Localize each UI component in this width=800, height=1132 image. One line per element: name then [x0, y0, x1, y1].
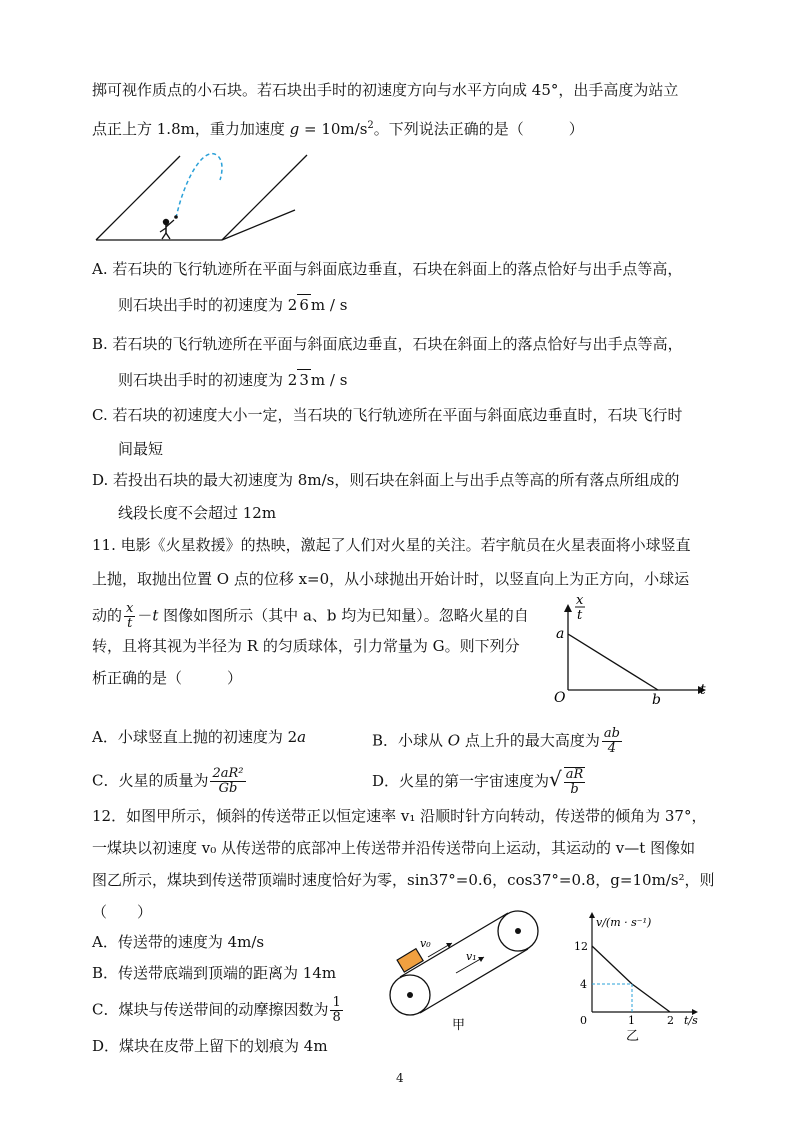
q11-graph-ylabel-den: t	[577, 608, 583, 623]
q11-line3: 动的 $\frac{x}{t}$ －t 图像如图所示（其中 a、b 均为已知量）。忽略火星的自	[92, 601, 529, 631]
q10-slope-figure	[92, 150, 312, 250]
q11-optA: A．小球竖直上抛的初速度为 2a	[92, 728, 307, 746]
q11-optB: B．小球从 O 点上升的最大高度为 $\frac{ab}{4}$	[372, 726, 620, 756]
q12-caption-yi: 乙	[626, 1029, 640, 1044]
q12-vt-xlabel: t/s	[684, 1014, 698, 1027]
q12-conveyor-figure	[388, 905, 558, 1035]
q10-optB-line1: B. 若石块的飞行轨迹所在平面与斜面底边垂直，石块在斜面上的落点恰好与出手点等高，	[92, 335, 683, 353]
q12-line2: 一煤块以初速度 v₀ 从传送带的底部冲上传送带并沿传送带向上运动，其运动的 v—t 图像如	[92, 839, 696, 857]
q12-line4: （ ）	[92, 903, 153, 921]
q10-line2: 点正上方 1.8m，重力加速度 $g = 10m/s^2$。下列说法正确的是（ ）	[92, 120, 584, 138]
q12-vt-tick-0: 0	[580, 1014, 587, 1027]
q11-graph-a: a	[556, 626, 565, 642]
q12-optA: A．传送带的速度为 4m/s	[92, 933, 265, 951]
q12-caption-jia: 甲	[452, 1018, 466, 1033]
q11-line4: 转，且将其视为半径为 R 的匀质球体，引力常量为 G。则下列分	[92, 637, 520, 655]
q12-label-v1: v₁	[466, 950, 477, 963]
q11-line5: 析正确的是（ ）	[92, 669, 243, 687]
q12-vt-tick-1: 1	[628, 1014, 635, 1027]
q10-optA-line1: A. 若石块的飞行轨迹所在平面与斜面底边垂直，石块在斜面上的落点恰好与出手点等高，	[92, 260, 683, 278]
q10-optA-line2: 则石块出手时的初速度为 2 6 m / s	[118, 296, 348, 314]
q12-vt-ylabel: v/(m · s⁻¹)	[596, 916, 652, 929]
q12-vt-graph	[570, 912, 720, 1042]
q10-optD-line1: D. 若投出石块的最大初速度为 8m/s，则石块在斜面上与出手点等高的所有落点所组成的	[92, 471, 680, 489]
q11-optD: D．火星的第一宇宙速度为√ $\frac{aR}{b}$	[372, 767, 584, 797]
q12-optD: D．煤块在皮带上留下的划痕为 4m	[92, 1037, 328, 1055]
q12-vt-tick-2: 2	[667, 1014, 674, 1027]
q11-line2: 上抛，取抛出位置 O 点的位移 x=0，从小球抛出开始计时，以竖直向上为正方向，小球运	[92, 570, 690, 588]
q11-line1: 11. 电影《火星救援》的热映，激起了人们对火星的关注。若宇航员在火星表面将小球竖直	[92, 536, 691, 554]
page-number: 4	[396, 1071, 404, 1085]
q11-xt-graph	[548, 590, 718, 710]
q11-graph-origin: O	[554, 690, 566, 706]
q11-graph-t: t	[700, 682, 706, 698]
q10-optC-line2: 间最短	[118, 440, 164, 458]
q12-optB: B．传送带底端到顶端的距离为 14m	[92, 964, 337, 982]
q10-optB-line2: 则石块出手时的初速度为 2 3 m / s	[118, 371, 348, 389]
q12-line3: 图乙所示，煤块到传送带顶端时速度恰好为零，sin37°=0.6，cos37°=0.8，g=10m/s²，则	[92, 871, 715, 889]
q11-graph-ylabel-num: x	[576, 593, 584, 608]
q11-optC: C．火星的质量为 $\frac{\text{2aR²}}{Gb}$	[92, 766, 244, 796]
q10-line1: 掷可视作质点的小石块。若石块出手时的初速度方向与水平方向成 45°，出手高度为站立	[92, 81, 679, 99]
q11-graph-b: b	[652, 692, 661, 708]
q10-optD-line2: 线段长度不会超过 12m	[118, 504, 277, 522]
q12-optC: C．煤块与传送带间的动摩擦因数为 $\frac{1}{8}$	[92, 995, 341, 1025]
q12-vt-tick-12: 12	[574, 940, 588, 953]
q12-label-v0: v₀	[420, 937, 431, 950]
q12-line1: 12．如图甲所示，倾斜的传送带正以恒定速率 v₁ 沿顺时针方向转动，传送带的倾角为 37°，	[92, 807, 707, 825]
q12-vt-tick-4: 4	[580, 978, 587, 991]
q10-optC-line1: C. 若石块的初速度大小一定，当石块的飞行轨迹所在平面与斜面底边垂直时，石块飞行时	[92, 406, 683, 424]
